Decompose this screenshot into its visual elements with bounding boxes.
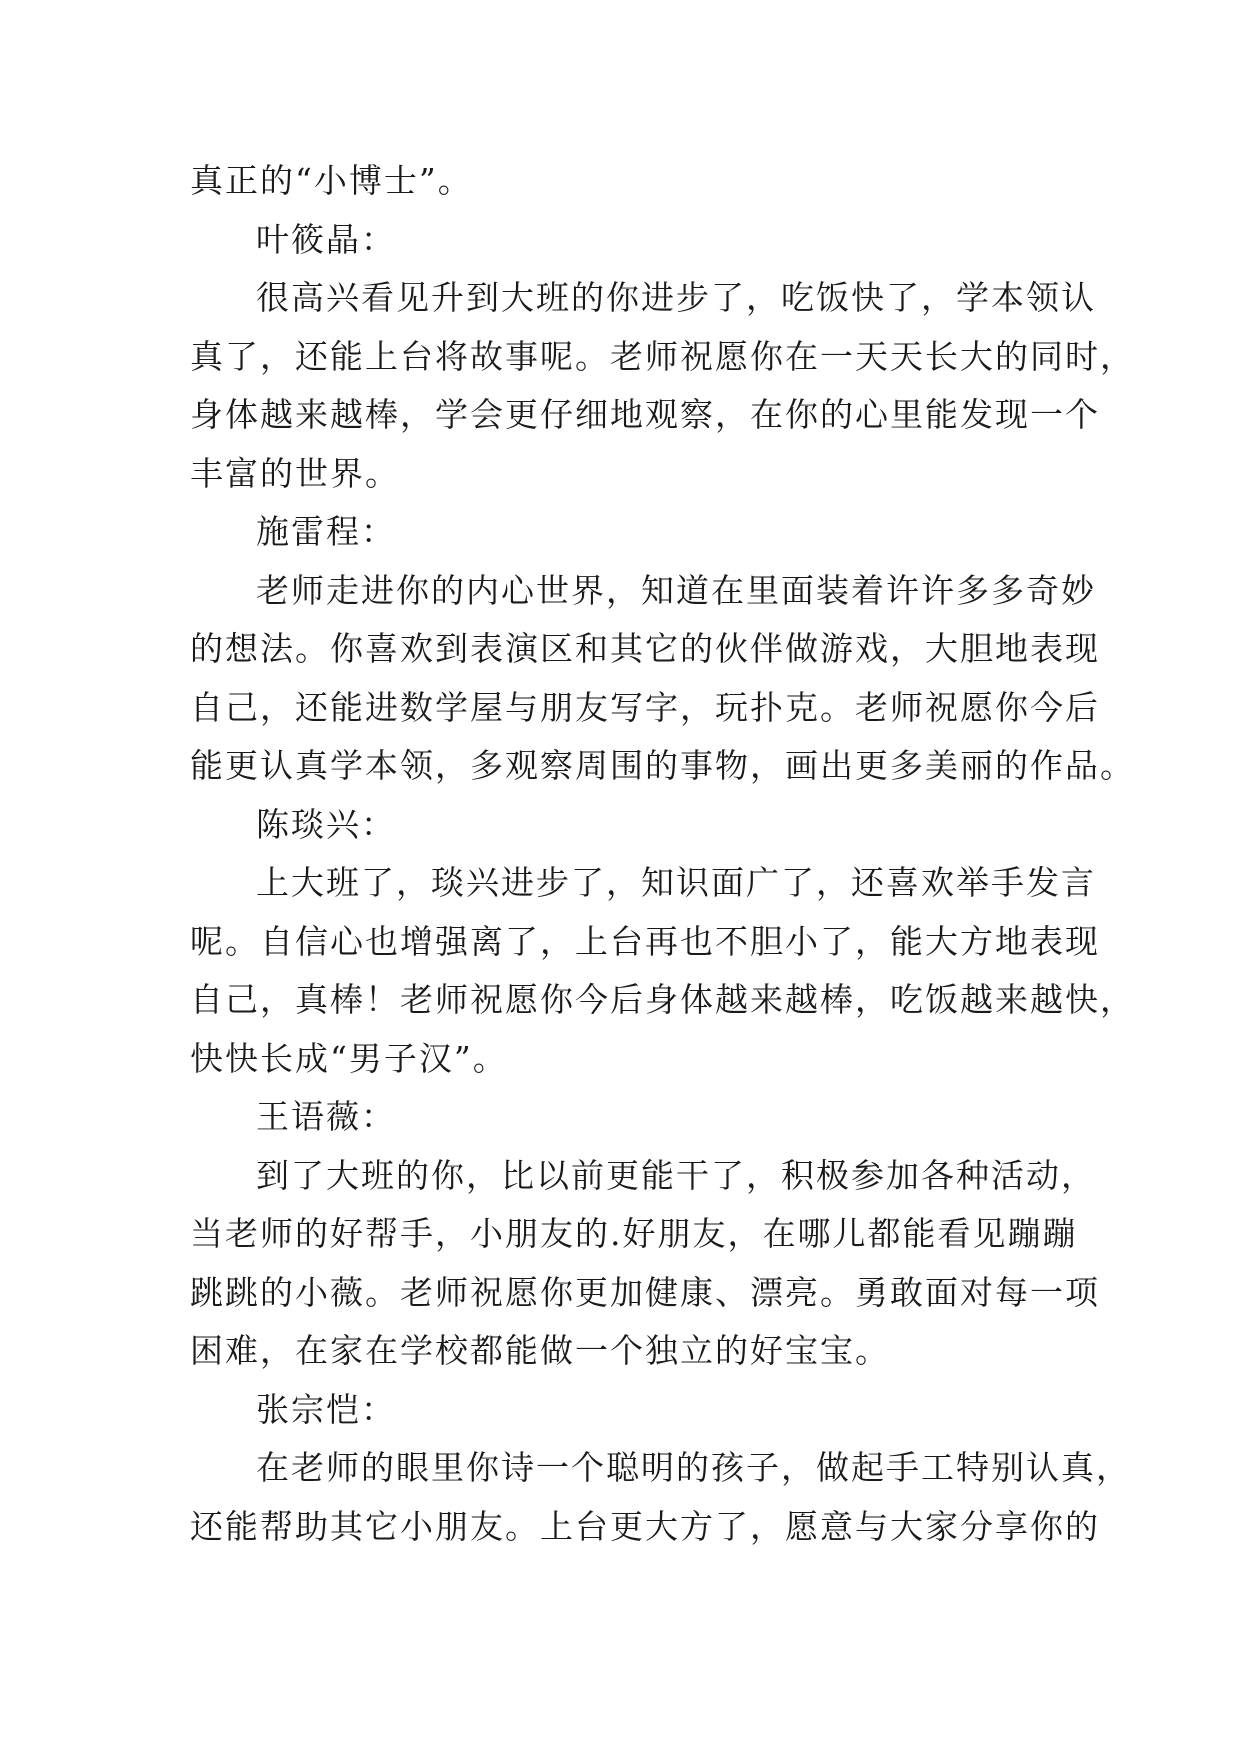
text-line: 呢。自信心也增强离了，上台再也不胆小了，能大方地表现 bbox=[190, 921, 1100, 961]
text-line: 能更认真学本领，多观察周围的事物，画出更多美丽的作品。 bbox=[190, 746, 1135, 785]
student-name-wang-yuwei: 王语薇： bbox=[256, 1097, 396, 1136]
student-name-shi-leicheng: 施雷程： bbox=[256, 512, 396, 551]
text-line: 当老师的好帮手，小朋友的.好朋友，在哪儿都能看见蹦蹦 bbox=[190, 1214, 1078, 1253]
text-line: 丰富的世界。 bbox=[190, 453, 400, 493]
text-line: 自己，真棒！老师祝愿你今后身体越来越棒，吃饭越来越快， bbox=[190, 980, 1135, 1019]
text-line: 很高兴看见升到大班的你进步了，吃饭快了，学本领认 bbox=[256, 278, 1096, 317]
text-line: 还能帮助其它小朋友。上台更大方了，愿意与大家分享你的 bbox=[190, 1506, 1100, 1546]
student-name-ye-xiaojing: 叶筱晶： bbox=[256, 219, 396, 259]
text-line: 快快长成“男子汉”。 bbox=[190, 1038, 508, 1078]
text-line: 老师走进你的内心世界，知道在里面装着许许多多奇妙 bbox=[256, 570, 1096, 610]
text-line: 的想法。你喜欢到表演区和其它的伙伴做游戏，大胆地表现 bbox=[190, 629, 1100, 668]
text-line: 自己，还能进数学屋与朋友写字，玩扑克。老师祝愿你今后 bbox=[190, 687, 1100, 727]
document-body bbox=[190, 152, 1135, 1556]
text-line: 困难，在家在学校都能做一个独立的好宝宝。 bbox=[190, 1331, 890, 1370]
text-line: 上大班了，琰兴进步了，知识面广了，还喜欢举手发言 bbox=[256, 863, 1096, 902]
text-line: 真正的“小博士”。 bbox=[190, 161, 473, 200]
text-line: 在老师的眼里你诗一个聪明的孩子，做起手工特别认真， bbox=[256, 1448, 1131, 1487]
student-name-zhang-zongkai: 张宗恺： bbox=[256, 1389, 396, 1429]
text-line: 到了大班的你，比以前更能干了，积极参加各种活动， bbox=[256, 1155, 1096, 1195]
text-line: 身体越来越棒，学会更仔细地观察，在你的心里能发现一个 bbox=[190, 395, 1100, 434]
text-line: 真了，还能上台将故事呢。老师祝愿你在一天天长大的同时， bbox=[190, 336, 1135, 376]
text-line: 跳跳的小薇。老师祝愿你更加健康、漂亮。勇敢面对每一项 bbox=[190, 1272, 1100, 1312]
student-name-chen-yanxing: 陈琰兴： bbox=[256, 804, 396, 844]
